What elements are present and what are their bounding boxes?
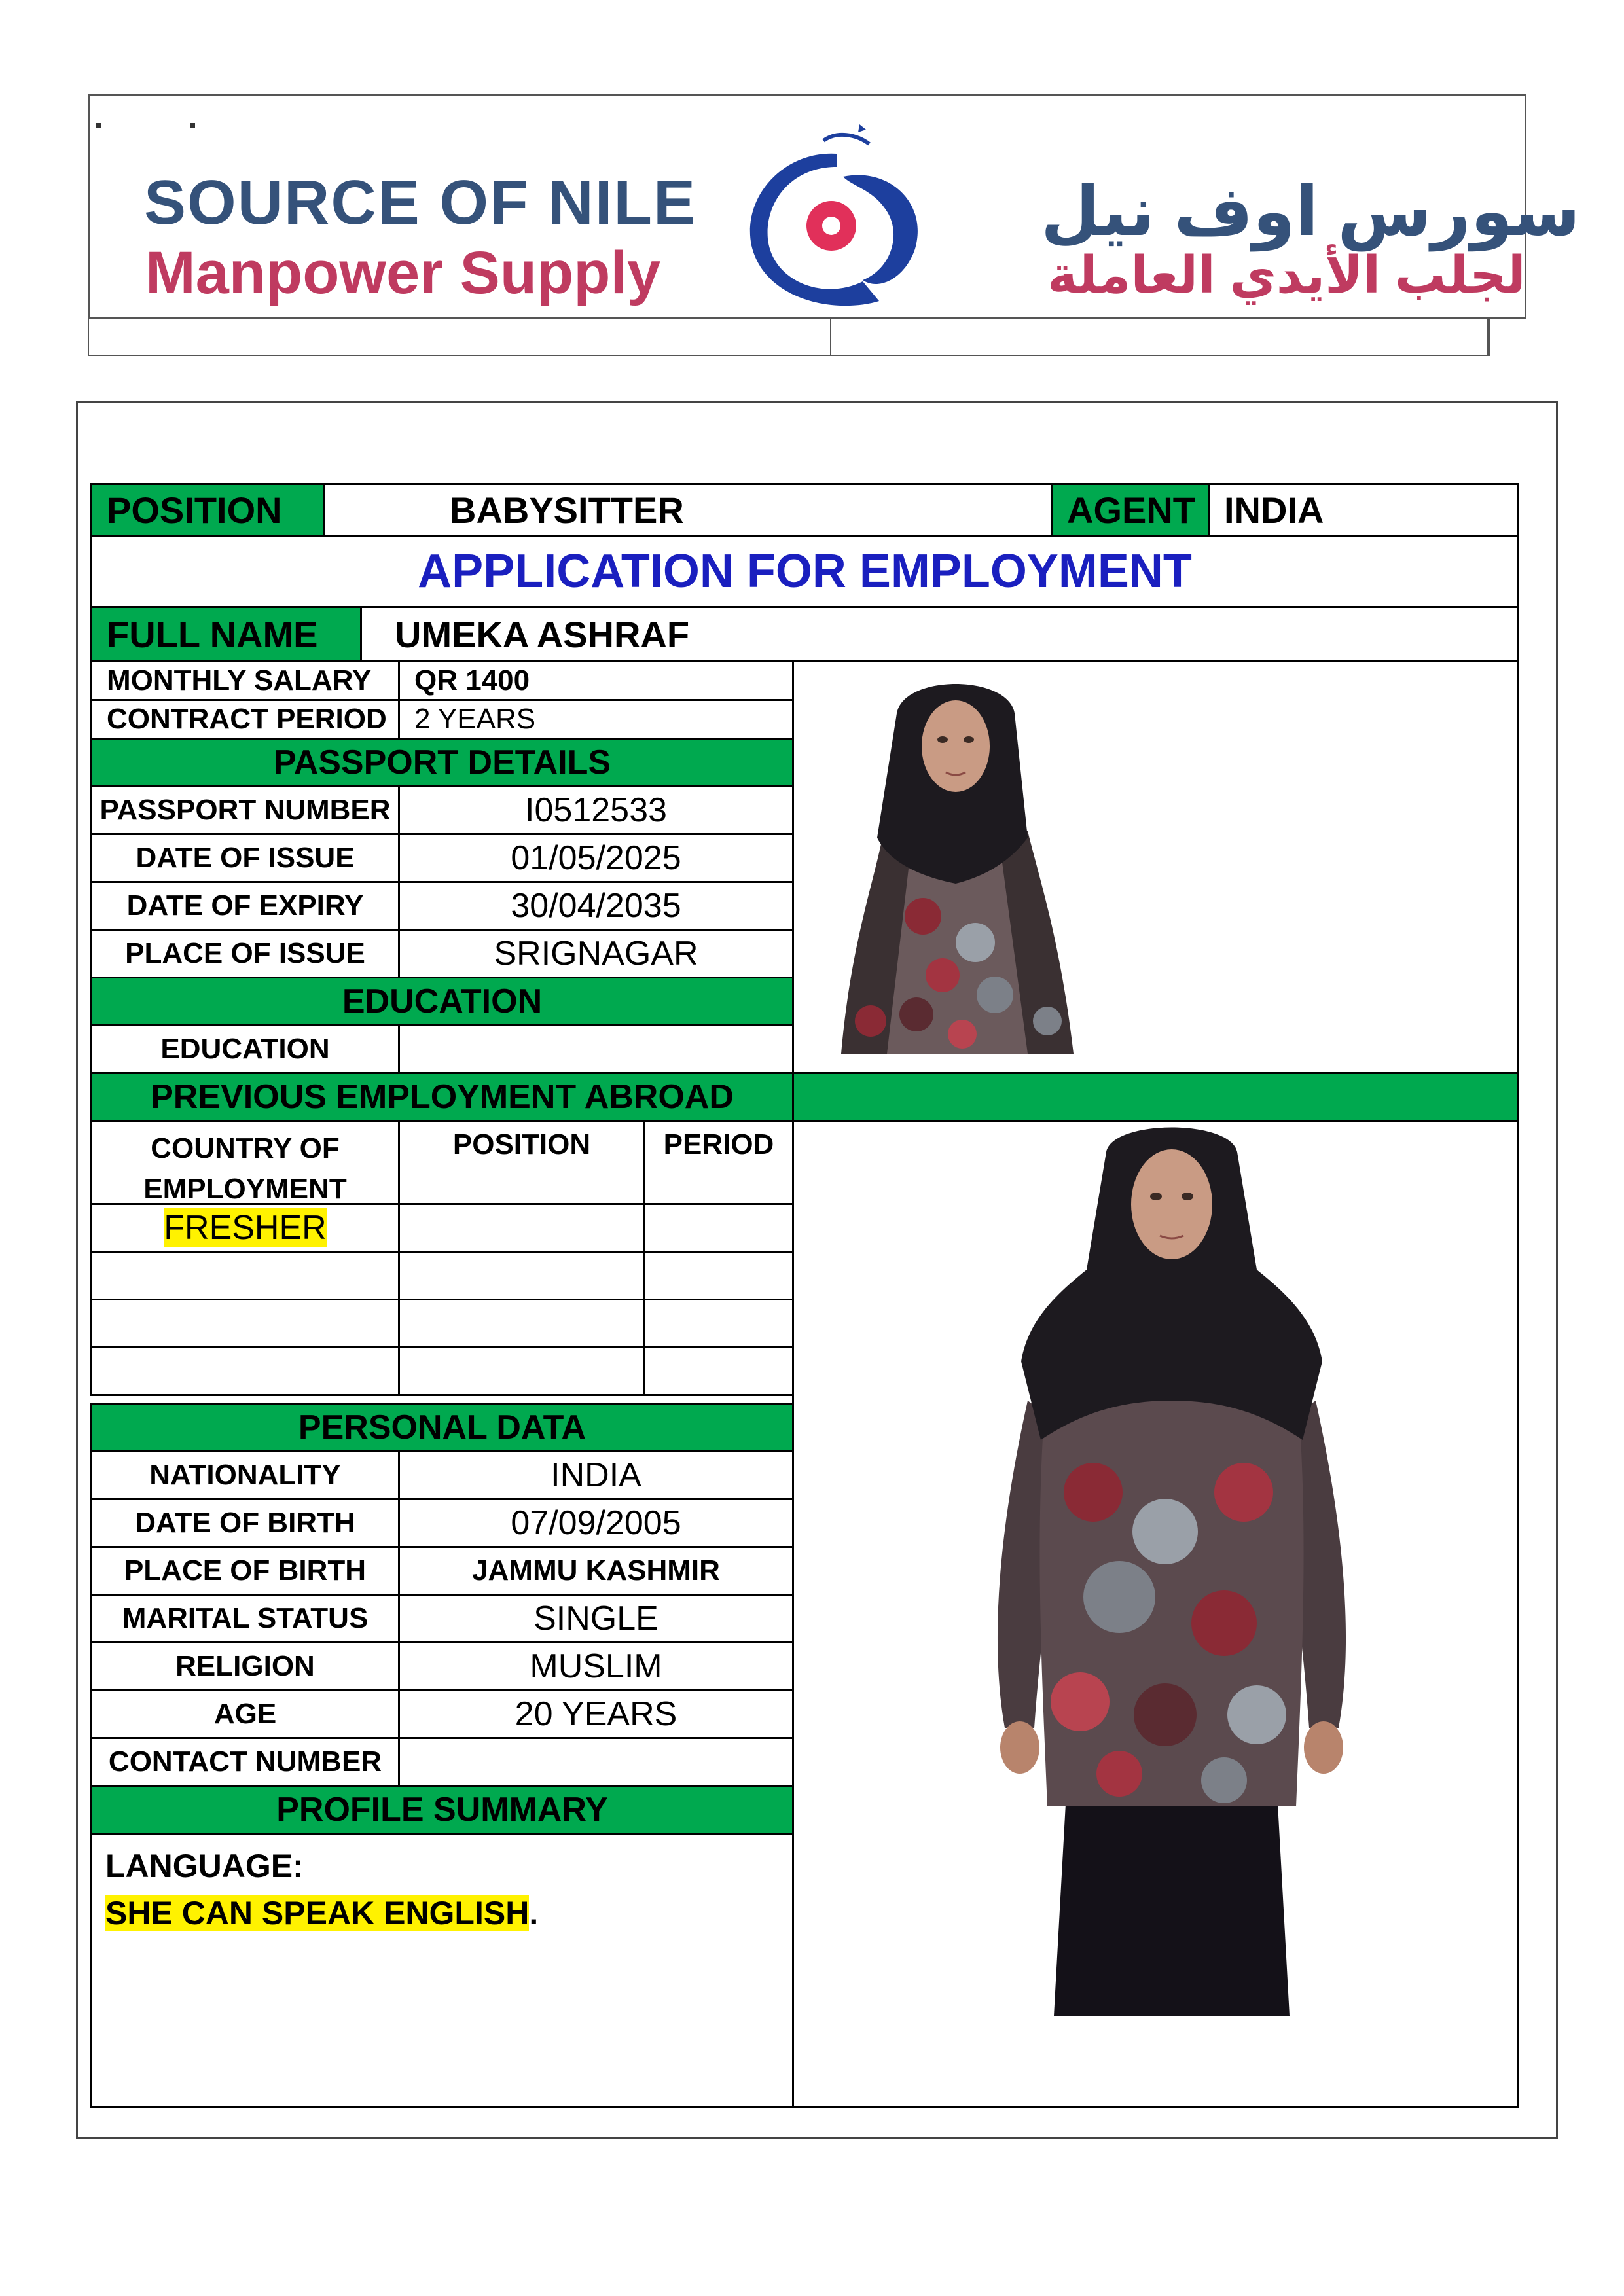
issue-date-label: DATE OF ISSUE (90, 833, 400, 883)
contract-value: 2 YEARS (398, 699, 794, 740)
employment-row-position (398, 1203, 645, 1253)
employment-row-position (398, 1251, 645, 1300)
banner-edge (1489, 319, 1490, 356)
expiry-date-value: 30/04/2035 (398, 881, 794, 931)
fresher-highlight: FRESHER (164, 1209, 327, 1247)
column-position: POSITION (398, 1120, 645, 1205)
language-label: LANGUAGE: (105, 1848, 304, 1884)
employment-row-position (398, 1299, 645, 1348)
place-of-issue-label: PLACE OF ISSUE (90, 929, 400, 978)
full-name-value: UMEKA ASHRAF (360, 606, 1519, 662)
contact-number-label: CONTACT NUMBER (90, 1737, 400, 1787)
personal-data-heading: PERSONAL DATA (90, 1403, 794, 1452)
education-value (398, 1024, 794, 1074)
language-suffix: . (529, 1895, 539, 1931)
employment-row-position (398, 1346, 645, 1396)
column-country: COUNTRY OF EMPLOYMENT (90, 1120, 400, 1205)
passport-number-value: I0512533 (398, 785, 794, 835)
employment-row-period (643, 1346, 794, 1396)
language-value: SHE CAN SPEAK ENGLISH (105, 1895, 530, 1931)
passport-number-label: PASSPORT NUMBER (90, 785, 400, 835)
dob-label: DATE OF BIRTH (90, 1498, 400, 1548)
banner-dot (96, 123, 101, 128)
education-heading: EDUCATION (90, 977, 794, 1026)
religion-label: RELIGION (90, 1641, 400, 1691)
agent-label: AGENT (1051, 483, 1210, 537)
previous-employment-heading: PREVIOUS EMPLOYMENT ABROAD (90, 1072, 794, 1122)
previous-employment-heading-extension (792, 1072, 1519, 1122)
employment-row-period (643, 1251, 794, 1300)
source-of-nile-logo-icon (738, 105, 935, 308)
place-of-birth-label: PLACE OF BIRTH (90, 1546, 400, 1596)
full-name-label: FULL NAME (90, 606, 362, 662)
company-subtitle-en: Manpower Supply (145, 240, 661, 306)
expiry-date-label: DATE OF EXPIRY (90, 881, 400, 931)
contract-label: CONTRACT PERIOD (90, 699, 400, 740)
language-line (105, 1890, 779, 1937)
agent-value: INDIA (1208, 483, 1519, 537)
salary-value: QR 1400 (398, 660, 794, 701)
employment-row-country (90, 1346, 400, 1396)
position-value: BABYSITTER (323, 483, 1053, 537)
employment-row-period (643, 1203, 794, 1253)
company-name-en: SOURCE OF NILE (144, 168, 697, 238)
marital-status-value: SINGLE (398, 1594, 794, 1643)
profile-summary-heading: PROFILE SUMMARY (90, 1785, 794, 1835)
religion-value: MUSLIM (398, 1641, 794, 1691)
banner-dot (190, 123, 195, 128)
employment-row-country (90, 1203, 400, 1253)
employment-row-country (90, 1251, 400, 1300)
contact-number-value (398, 1737, 794, 1787)
banner-divider (830, 319, 831, 356)
employment-row-country (90, 1299, 400, 1348)
banner-footer-strip (88, 319, 1489, 356)
age-value: 20 YEARS (398, 1689, 794, 1739)
place-of-birth-value: JAMMU KASHMIR (398, 1546, 794, 1596)
company-subtitle-ar: لجلب الأيدي العاملة (1047, 246, 1526, 304)
issue-date-value: 01/05/2025 (398, 833, 794, 883)
employment-row-period (643, 1299, 794, 1348)
applicant-portrait-photo-icon (812, 668, 1100, 1054)
age-label: AGE (90, 1689, 400, 1739)
marital-status-label: MARITAL STATUS (90, 1594, 400, 1643)
position-label: POSITION (90, 483, 325, 537)
passport-heading: PASSPORT DETAILS (90, 738, 794, 787)
nationality-label: NATIONALITY (90, 1450, 400, 1500)
profile-summary-box (90, 1833, 794, 2108)
column-period: PERIOD (643, 1120, 794, 1205)
nationality-value: INDIA (398, 1450, 794, 1500)
education-label: EDUCATION (90, 1024, 400, 1074)
dob-value: 07/09/2005 (398, 1498, 794, 1548)
company-name-ar: سورس اوف نيل (1041, 174, 1581, 250)
applicant-full-body-photo-icon (949, 1126, 1394, 2016)
place-of-issue-value: SRIGNAGAR (398, 929, 794, 978)
form-title: APPLICATION FOR EMPLOYMENT (90, 535, 1519, 608)
salary-label: MONTHLY SALARY (90, 660, 400, 701)
